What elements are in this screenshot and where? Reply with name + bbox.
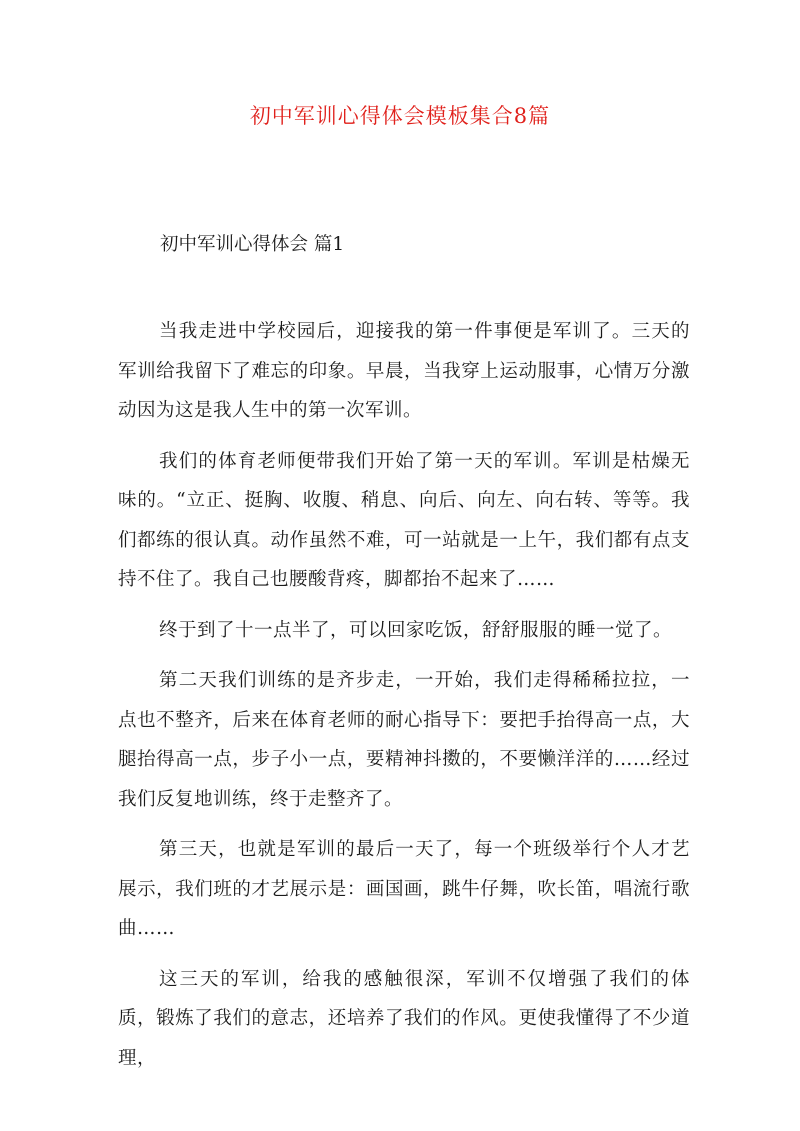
paragraph: 当我走进中学校园后，迎接我的第一件事便是军训了。三天的军训给我留下了难忘的印象。早晨，当我穿上运动服事，心情万分激动因为这是我人生中的第一次军训。 — [118, 321, 690, 421]
section-heading: 初中军训心得体会 篇1 — [160, 234, 345, 255]
paragraph: 我们的体育老师便带我们开始了第一天的军训。军训是枯燥无味的。“立正、挺胸、收腹、稍息、向后、向左、向右转、等等。我们都练的很认真。动作虽然不难，可一站就是一上午，我们都有点支持不住了。我自己也腰酸背疼，脚都抬不起来了…… — [118, 450, 690, 590]
paragraph: 第三天，也就是军训的最后一天了，每一个班级举行个人才艺展示，我们班的才艺展示是：画国画，跳牛仔舞，吹长笛，唱流行歌曲…… — [118, 839, 690, 939]
document-body — [118, 312, 690, 1089]
paragraph: 第二天我们训练的是齐步走，一开始，我们走得稀稀拉拉，一点也不整齐，后来在体育老师的耐心指导下：要把手抬得高一点，大腿抬得高一点，步子小一点，要精神抖擞的，不要懒洋洋的……经过我们反复地训练，终于走整齐了。 — [118, 670, 690, 810]
paragraph: 终于到了十一点半了，可以回家吃饭，舒舒服服的睡一觉了。 — [159, 619, 673, 641]
document-title: 初中军训心得体会模板集合8篇 — [249, 104, 551, 128]
paragraph: 这三天的军训，给我的感触很深，军训不仅增强了我们的体质，锻炼了我们的意志，还培养了我们的作风。更使我懂得了不少道理， — [118, 968, 690, 1069]
